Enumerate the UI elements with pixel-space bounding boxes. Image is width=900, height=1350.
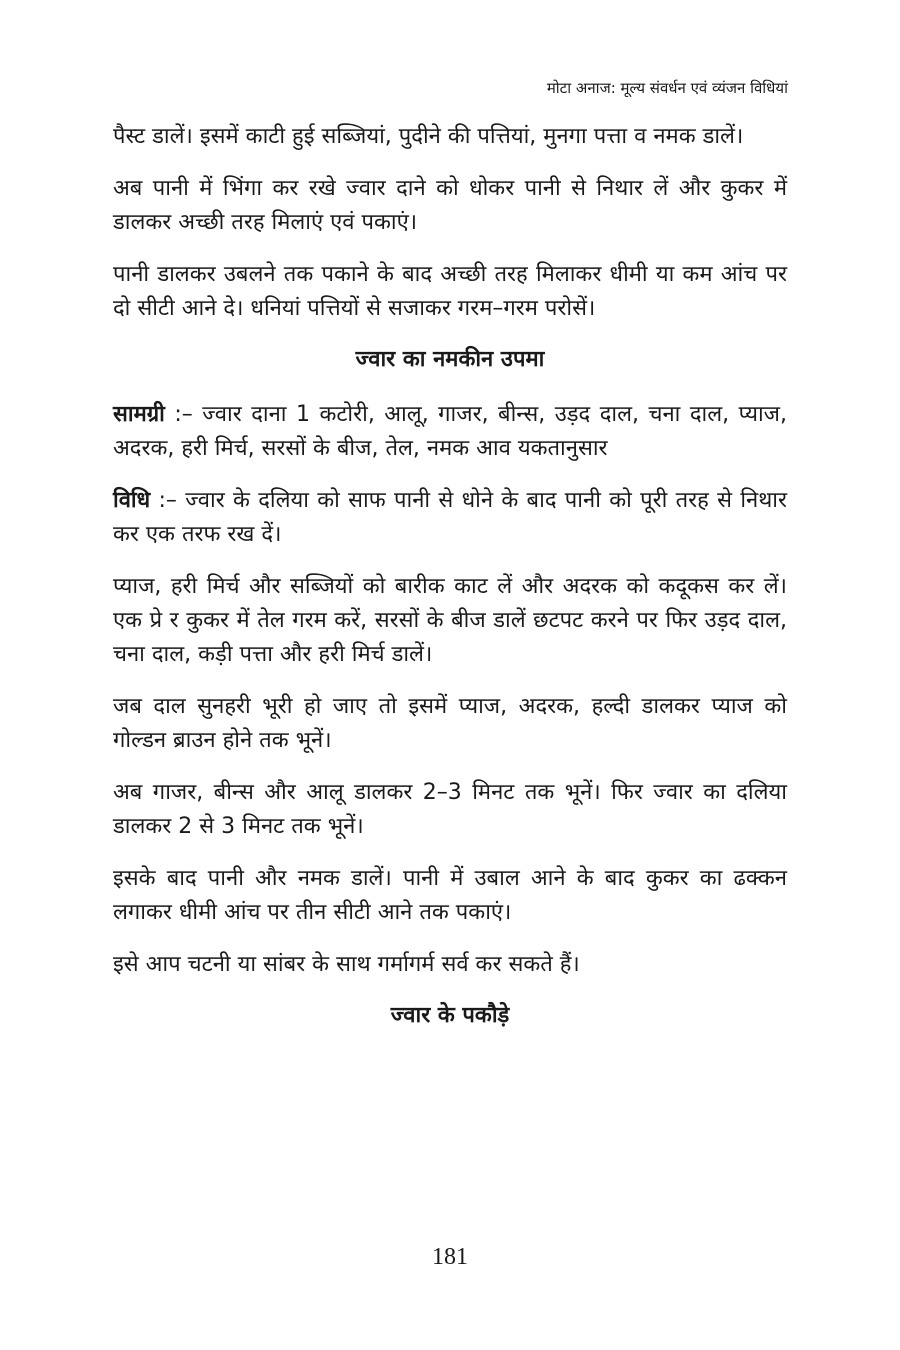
ingredients-paragraph	[113, 398, 787, 466]
paragraph: अब गाजर, बीन्स और आलू डालकर 2–3 मिनट तक भूनें। फिर ज्वार का दलिया डालकर 2 से 3 मिनट तक भूनें।	[113, 780, 787, 839]
ingredients-text: ज्वार दाना 1 कटोरी, आलू, गाजर, बीन्स, उड़द दाल, चना दाल, प्याज, अदरक, हरी मिर्च, सरसों के बीज, तेल, नमक आव यकतानुसार	[113, 402, 787, 461]
page-number: 181	[432, 1244, 468, 1270]
paragraph: प्याज, हरी मिर्च और सब्जियों को बारीक काट लें और अदरक को कदूकस कर लें। एक प्रे र कुकर में तेल गरम करें, सरसों के बीज डालें छटपट करने पर फिर उड़द दाल, चना दाल, कड़ी पत्ता और हरी मिर्च डालें।	[113, 574, 787, 667]
method-separator: :–	[150, 488, 186, 513]
method-paragraph	[113, 484, 787, 552]
paragraph: जब दाल सुनहरी भूरी हो जाए तो इसमें प्याज, अदरक, हल्दी डालकर प्याज को गोल्डन ब्राउन होने तक भूनें।	[113, 694, 787, 753]
paragraph: पानी डालकर उबलने तक पकाने के बाद अच्छी तरह मिलाकर धीमी या कम आंच पर दो सीटी आने दे। धनियां पत्तियों से सजाकर गरम–गरम परोसें।	[113, 262, 787, 321]
paragraph: इसके बाद पानी और नमक डालें। पानी में उबाल आने के बाद कुकर का ढक्कन लगाकर धीमी आंच पर तीन सीटी आने तक पकाएं।	[113, 866, 787, 925]
method-label: विधि	[113, 488, 151, 513]
paragraph: पैस्ट डालें। इसमें काटी हुई सब्जियां, पुदीने की पत्तियां, मुनगा पत्ता व नमक डालें।	[113, 124, 744, 149]
paragraph: अब पानी में भिंगा कर रखे ज्वार दाने को धोकर पानी से निथार लें और कुकर में डालकर अच्छी तरह मिलाएं एवं पकाएं।	[113, 176, 787, 235]
section-heading: ज्वार के पकौड़े	[390, 1003, 510, 1028]
running-header: मोटा अनाज: मूल्य संवर्धन एवं व्यंजन विधियां	[546, 79, 788, 97]
ingredients-separator: :–	[164, 402, 203, 427]
method-text: ज्वार के दलिया को साफ पानी से धोने के बाद पानी को पूरी तरह से निथार कर एक तरफ रख दें।	[113, 488, 787, 547]
section-heading: ज्वार का नमकीन उपमा	[355, 347, 545, 372]
ingredients-label: सामग्री	[113, 402, 165, 427]
page-body	[113, 120, 787, 1054]
paragraph: इसे आप चटनी या सांबर के साथ गर्मागर्म सर्व कर सकते हैं।	[113, 952, 580, 977]
